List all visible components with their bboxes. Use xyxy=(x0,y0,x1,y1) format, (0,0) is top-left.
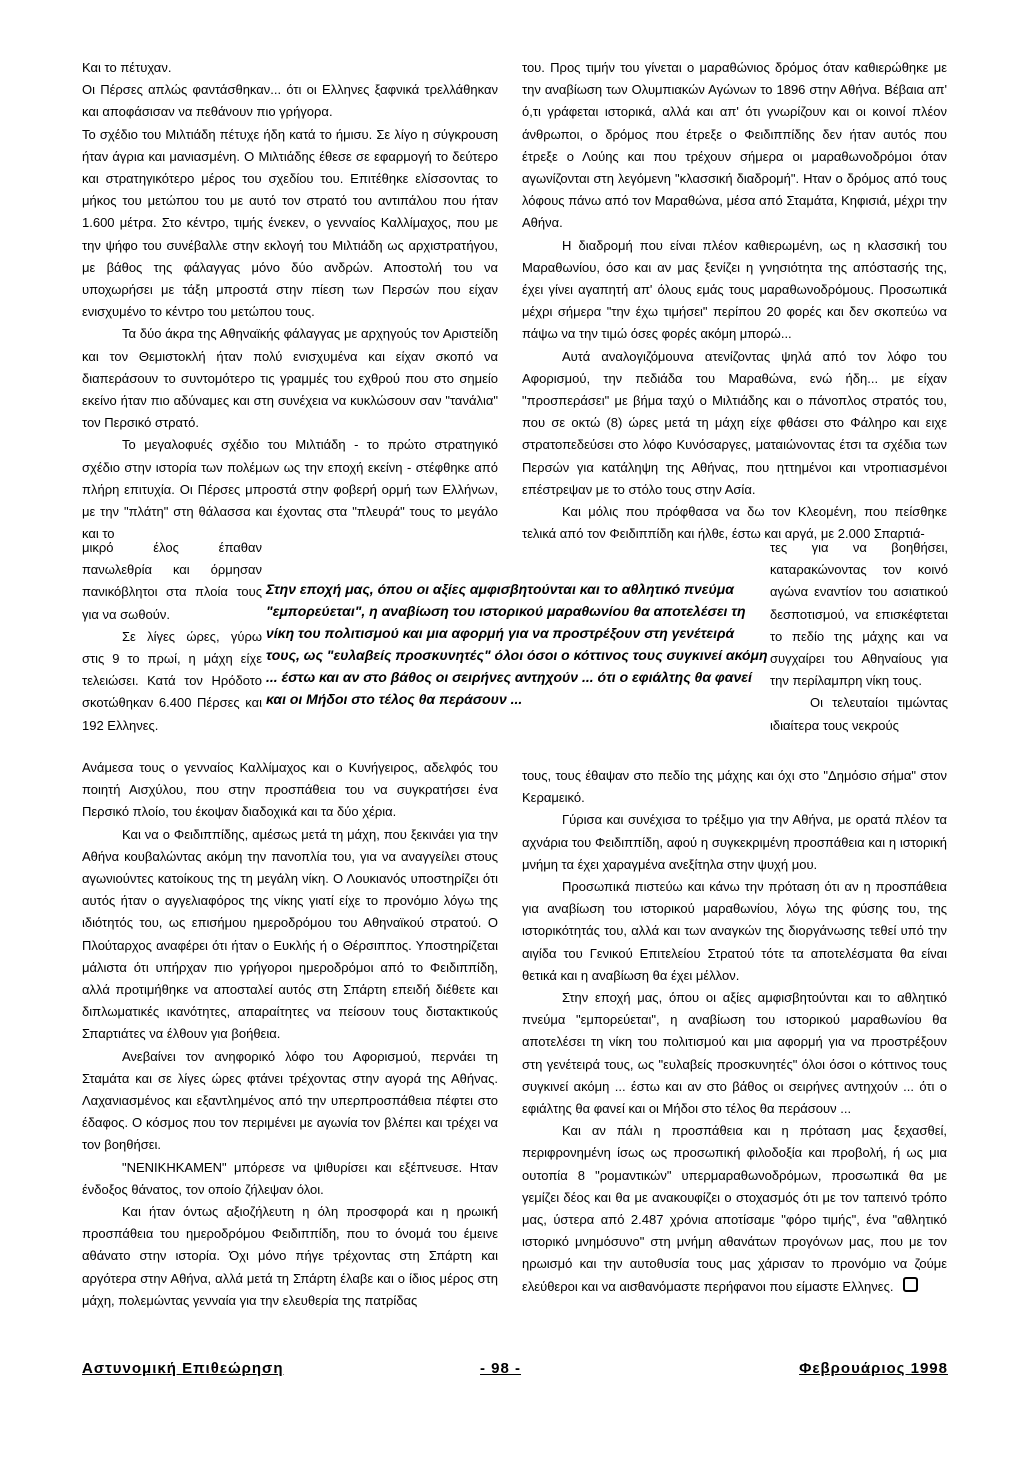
paragraph: τες για να βοηθήσει, καταρακώνοντας τον κοινό αγώνα εναντίον του ασιατικού δεσποτισμού, να επισκέφτεται το πεδίο της μάχης και να συγχαίρει του Αθηναίους για την περίλαμπρη νίκη τους. xyxy=(770,540,948,689)
paragraph: Προσωπικά πιστεύω και κάνω την πρόταση ότι αν η προσπάθεια για αναβίωση του ιστορικού μαραθωνίου, λόγω της φύσης του, της ιστορικότητάς του, αλλά και των αναγκών της διοργάνωσης τεθεί υπό την αιγίδα του Γενικού Επιτελείου Στρατού τότε τα αποτελέσματα θα είναι θετικά και η αναβίωση θα έχει μέλλον. xyxy=(522,879,947,983)
end-of-article-icon xyxy=(903,1277,918,1292)
paragraph: Οι τελευταίοι τιμώντας ιδιαίτερα τους νεκρούς xyxy=(770,695,948,733)
paragraph-text: Και αν πάλι η προσπάθεια και η πρόταση μας ξεχασθεί, περιφρονημένη ίσως ως προσωπική φιλοδοξία και προβολή, ή ως μια ουτοπία 8 "ρομαντικών" υπερμαραθωνοδρόμων, προσωπικά θα με γεμίζει δέος και θα με ανακουφίζει ο στοχασμός ότι με τον ταπεινό τρόπο μας, ύστερα από 2.487 χρόνια αποτίσαμε "φόρο τιμής", ένα "αθλητικό ιστορικό μνημόσυνο" στη μνήμη αθανάτων προγόνων μας, που με τον ηρωισμό και την αυτοθυσία τους μας χάρισαν το προνόμιο να ζούμε ελεύθεροι και να αισθανόμαστε περήφανοι που είμαστε Ελληνες. xyxy=(522,1123,947,1294)
page-number: - 98 - xyxy=(480,1360,522,1377)
right-column-top xyxy=(522,57,947,542)
paragraph: Γύρισα και συνέχισα το τρέξιμο για την Αθήνα, με ορατά πλέον τα αχνάρια του Φειδιππίδη, αφού η συγκεκριμένη προσπάθεια και η ιστορική μνήμη τα έχει χαραγμένα ανεξίτηλα στην ψυχή μου. xyxy=(522,812,947,872)
left-column-bottom xyxy=(82,757,498,1308)
paragraph: Η διαδρομή που είναι πλέον καθιερωμένη, ως η κλασσική του Μαραθωνίου, όσο και αν μας ξενίζει η γνησιότητα της απόστασής της, έχει γίνει αγαπητή απ' όλους εμάς τους μαραθωνοδρόμους. Προσωπικά μέχρι σήμερα "την έχω τιμήσει" περίπου 20 φορές και δεν σκοπεύω να πάψω να την τιμώ όσες φορές ακόμη μπορώ... xyxy=(522,237,947,342)
paragraph: Και ήταν όντως αξιοζήλευτη η όλη προσφορά και η ηρωική προσπάθεια του ημεροδρόμου Φειδιππίδη, που το όνομά του έμεινε αθάνατο στην ιστορία. Όχι μόνο πήγε τρέχοντας στη Σπάρτη και αργότερα στην Αθήνα, αλλά μετά τη Σπάρτη έλαβε και ο ίδιος μέρος στη μάχη, πολεμώντας γενναία για την ελευθερία της πατρίδας xyxy=(82,1204,498,1308)
paragraph: Το σχέδιο του Μιλτιάδη πέτυχε ήδη κατά το ήμισυ. Σε λίγο η σύγκρουση ήταν άγρια και μανιασμένη. Ο Μιλτιάδης έθεσε σε εφαρμογή το δεύτερο και στρατηγικότερο μέρος του σχεδίου του. Επιτέθηκε ελίσσοντας το μήκος του μετώπου του με αυτό τον στρατό του αντιπάλου που ήταν 1.600 μέτρα. Στο κέντρο, τιμής ένεκεν, ο γενναίος Καλλίμαχος, που με την ψήφο του συνέβαλλε στην εκλογή του Μιλτιάδη ως αρχιστρατήγου, με βάθος της φάλαγγας μόνο δύο ανδρών. Αποστολή του να υποχωρήσει με τάξη μπροστά στην πίεση των Περσών που είχαν ενισχυμένο το κέντρο του μετώπου τους. xyxy=(82,126,498,320)
left-column-narrow xyxy=(82,537,262,757)
paragraph: μικρό έλος έπαθαν πανωλεθρία και όρμησαν πανικόβλητοι στα πλοία τους για να σωθούν. xyxy=(82,540,262,622)
pull-quote: Στην εποχή μας, όπου οι αξίες αμφισβητούνται και το αθλητικό πνεύμα "εμπορεύεται", η αναβίωση του ιστορικού μαραθωνίου θα αποτελέσει τη νίκη του πολιτισμού και μια αφορμή για να προστρέξουν στη γενέτειρά τους, ως "ευλαβείς προσκυνητές" όλοι όσοι ο κόττινος τους συγκινεί ακόμη ... έστω και αν στο βάθος οι σειρήνες αντηχούν ... ότι ο εφιάλτης θα φανεί και οι Μήδοι στο τέλος θα περάσουν ... xyxy=(266,581,768,707)
right-column-bottom xyxy=(522,765,947,1294)
last-paragraph xyxy=(522,1120,947,1298)
issue-date: Φεβρουάριος 1998 xyxy=(799,1360,948,1377)
paragraph: Και μόλις που πρόφθασα να δω τον Κλεομένη, που πείσθηκε τελικά από τον Φειδιππίδη και ήλθε, έστω και αργά, με 2.000 Σπαρτιά- xyxy=(522,504,947,542)
paragraph: του. Προς τιμήν του γίνεται ο μαραθώνιος δρόμος όταν καθιερώθηκε με την αναβίωση των Ολυμπιακών Αγώνων το 1896 στην Αθήνα. Βέβαια απ' ό,τι γράφεται ιστορικά, αλλά και απ' ότι γνωρίζουν και οι κοινοί πλέον άνθρωποι, ο δρόμος που έτρεξε ο Φειδιππίδης δεν ήταν αυτός που έτρεξε ο Λούης και που τρέχουν σήμερα οι μαραθωνοδρόμοι όταν αγωνίζονται στη λεγόμενη "κλασσική διαδρομή". Ηταν ο δρόμος από τους λόφους πάνω από τον Μαραθώνα, μέσα από Σταμάτα, Κηφισιά, μέχρι την Αθήνα. xyxy=(522,60,947,231)
paragraph: Στην εποχή μας, όπου οι αξίες αμφισβητούνται και το αθλητικό πνεύμα "εμπορεύεται", η αναβίωση του ιστορικού μαραθωνίου θα αποτελέσει τη νίκη του πολιτισμού και μια αφορμή για να προστρέξουν στη γενέτειρά τους, ως "ευλαβείς προσκυνητές" όλοι όσοι ο κόττινος τους συγκινεί ακόμη ... έστω και αν στο βάθος οι σειρήνες αντηχούν ... ότι ο εφιάλτης θα φανεί και οι Μήδοι στο τέλος θα περάσουν ... xyxy=(522,990,947,1117)
paragraph: τους, τους έθαψαν στο πεδίο της μάχης και όχι στο "Δημόσιο σήμα" στον Κεραμεικό. xyxy=(522,768,947,806)
right-column-narrow xyxy=(770,537,948,765)
page-footer xyxy=(82,1360,948,1386)
paragraph: Τα δύο άκρα της Αθηναϊκής φάλαγγας με αρχηγούς τον Αριστείδη και τον Θεμιστοκλή ήταν πολύ ενισχυμένα και είχαν σκοπό να διαπεράσουν το συντομότερο τις γραμμές του εχθρού που στο σημείο εκείνο ήταν πιο αδύναμες και στη συνέχεια να κυκλώσουν σαν "τανάλια" τον Περσικό στρατό. xyxy=(82,326,498,431)
magazine-name: Αστυνομική Επιθεώρηση xyxy=(82,1360,284,1377)
paragraph: Ανεβαίνει τον ανηφορικό λόφο του Αφορισμού, περνάει τη Σταμάτα και σε λίγες ώρες φτάνει τρέχοντας στην αγορά της Αθήνας. Λαχανιασμένος και εξαντλημένος από την υπερπροσπάθεια πέφτει στο έδαφος. Ο κόσμος που τον περιμένει με αγωνία τον βλέπει και τρέχει να τον βοηθήσει. xyxy=(82,1048,498,1153)
paragraph: Το μεγαλοφυές σχέδιο του Μιλτιάδη - το πρώτο στρατηγικό σχέδιο στην ιστορία των πολέμων ως την εποχή εκείνη - στέφθηκε από πλήρη επιτυχία. Οι Πέρσες μπροστά στην φοβερή ορμή των Ελλήνων, με την "πλάτη" στη θάλασσα και έχοντας στα "πλευρά" τους το μεγάλο και το xyxy=(82,437,498,542)
paragraph: Και να ο Φειδιππίδης, αμέσως μετά τη μάχη, που ξεκινάει για την Αθήνα κουβαλώντας ακόμη την πανοπλία του, για να αναγγείλει στους αγωνιούντες κατοίκους της τη μεγάλη νίκη. Ο Λουκιανός υποστηρίζει ότι αυτός ήταν ο αγγελιαφόρος της νίκης γιατί είχε το προνόμιο λόγω της ιδιότητός του, ως επισήμου ημεροδρόμου του Αθηναϊκού στρατού. Ο Πλούταρχος αναφέρει ότι ήταν ο Ευκλής ή ο Θέρσιππος. Υποστηρίζεται μάλιστα ότι υπήρχαν πιο γρήγοροι ημεροδρόμοι από το Φειδιππίδη, αλλά προτιμήθηκε να αποσταλεί αυτός στη Σπάρτη επειδή διέθετε και διπλωματικές ικανότητες, απαραίτητες να πείσουν τους διστακτικούς Σπαρτιάτες να έλθουν για βοήθεια. xyxy=(82,826,498,1042)
paragraph: "ΝΕΝΙΚΗΚΑΜΕΝ" μπόρεσε να ψιθυρίσει και εξέπνευσε. Ηταν ένδοξος θάνατος, τον οποίο ζήλεψαν όλοι. xyxy=(82,1159,498,1197)
paragraph: Ανάμεσα τους ο γενναίος Καλλίμαχος και ο Κυνήγειρος, αδελφός του ποιητή Αισχύλου, που στην προσπάθεια του να συγκρατήσει ένα Περσικό πλοίο, του έκοψαν διαδοχικά και τα δύο χέρια. xyxy=(82,760,498,820)
paragraph: Αυτά αναλογιζόμουνα ατενίζοντας ψηλά από τον λόφο του Αφορισμού, την πεδιάδα του Μαραθώνα, ενώ ήδη... με είχαν "προσπεράσει" με βήμα ταχύ ο Μιλτιάδης και ο πάνοπλος στρατός του, που σε οκτώ (8) ώρες μετά τη μάχη είχε φθάσει στο Φάληρο και ειχε στρατοπεδεύσει στο λόφο Κυνόσαργες, ματαιώνοντας έτσι τα σχέδια των Περσών για κατάληψη της Αθήνας, που ηττημένοι και ντροπιασμένοι επέστρεψαν με το στόλο τους στην Ασία. xyxy=(522,348,947,497)
paragraph: Και το πέτυχαν. xyxy=(82,60,172,75)
paragraph: Σε λίγες ώρες, γύρω στις 9 το πρωί, η μάχη είχε τελειώσει. Κατά τον Ηρόδοτο σκοτώθηκαν 6.400 Πέρσες και 192 Ελληνες. xyxy=(82,628,262,733)
left-column-top xyxy=(82,57,498,542)
paragraph: Οι Πέρσες απλώς φαντάσθηκαν... ότι οι Ελληνες ξαφνικά τρελλάθηκαν και αποφάσισαν να πεθάνουν πιο γρήγορα. xyxy=(82,82,498,120)
